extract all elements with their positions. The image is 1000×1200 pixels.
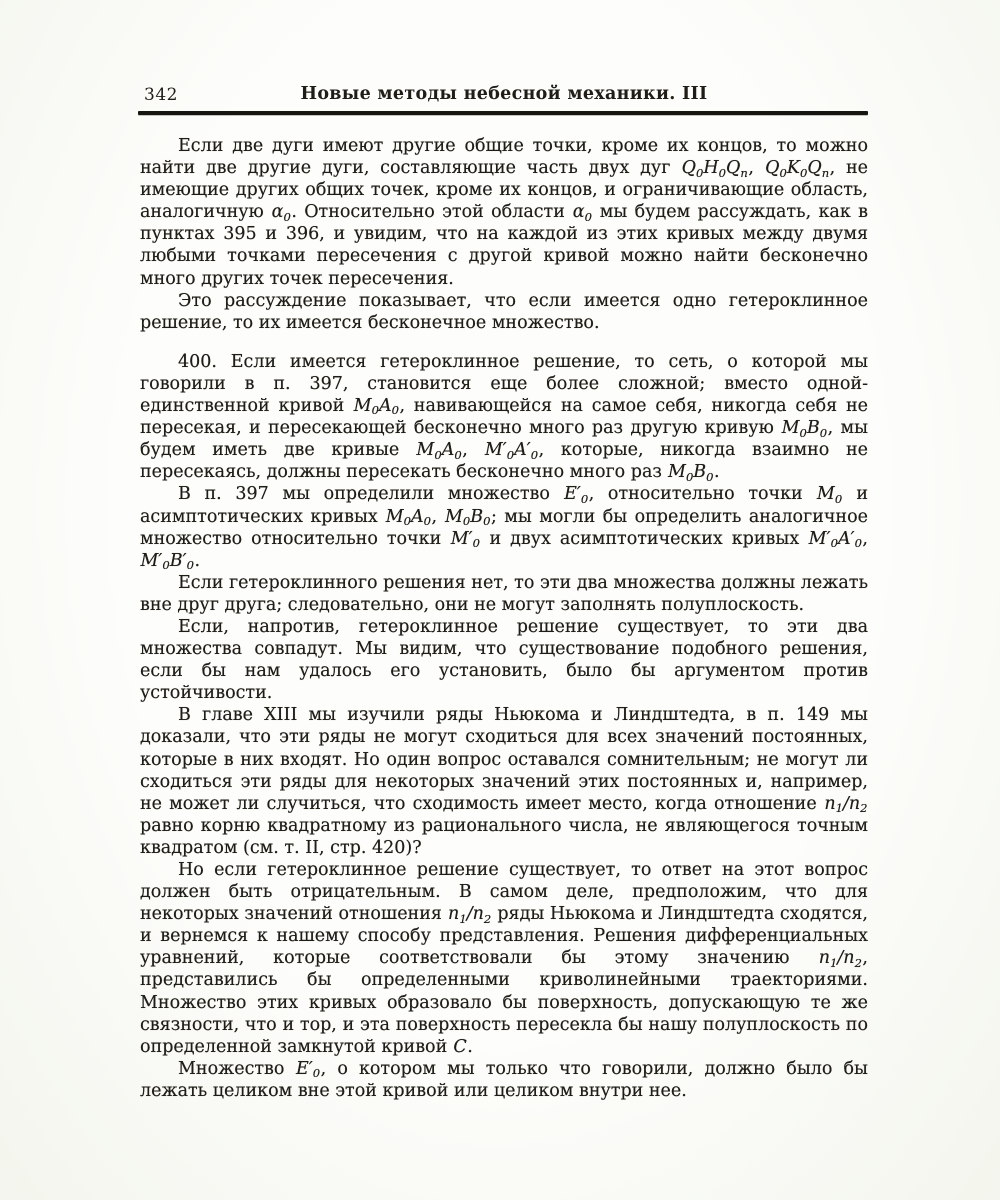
- paragraph-7: В главе XIII мы изучили ряды Ньюкома и Линдштедта, в п. 149 мы доказали, что эти ряды не могут сходиться для всех значений постоянных, которые в них входят. Но один вопрос оставался сомнительным; не могут ли сходиться эти ряды для некоторых значений этих постоянных и, например, не может ли случиться, что сходимость имеет место, когда отношение $n_1/n_2$ равно корню квадратному из рационального числа, не являющегося точным квадратом (см. т. II, стр. 420)?: [140, 705, 868, 858]
- page-header: [140, 84, 868, 106]
- paragraph-5: Если гетероклинного решения нет, то эти два множества должны лежать вне друг друга; следовательно, они не могут заполнять полуплоскость.: [140, 572, 868, 615]
- paragraph-3-section-400: 400. Если имеется гетероклинное решение, то сеть, о которой мы говорили в п. 397, становится еще более сложной; вместо одной-единственной кривой $M_0A_0$, навивающейся на самое себя, никогда себя не пересекая, и пересекающей бесконечно много раз другую кривую $M_0B_0$, мы будем иметь две кривые $M_0A_0$, $M'_0A'_0$, которые, никогда взаимно не пересекаясь, должны пересекать бесконечно много раз $M_0B_0$.: [140, 351, 868, 484]
- paragraph-4: В п. 397 мы определили множество $E'_0$, относительно точки $M_0$ и асимптотических кривых $M_0A_0$, $M_0B_0$; мы могли бы определить аналогичное множество относительно точки $M'_0$ и двух асимптотических кривых $M'_0A'_0$, $M'_0B'_0$.: [140, 484, 868, 573]
- paragraph-9: Множество $E'_0$, о котором мы только что говорили, должно было бы лежать целиком вне этой кривой или целиком внутри нее.: [140, 1058, 868, 1101]
- page-body: [140, 135, 868, 1102]
- running-title: Новые методы небесной механики. III: [300, 84, 708, 104]
- page-number: 342: [144, 85, 178, 105]
- header-rule: [138, 111, 868, 115]
- paragraph-6: Если, напротив, гетероклинное решение существует, то эти два множества совпадут. Мы видим, что существование подобного решения, если бы нам удалось его установить, было бы аргументом против устойчивости.: [140, 616, 868, 704]
- paragraph-2: Это рассуждение показывает, что если имеется одно гетероклинное решение, то их имеется бесконечное множество.: [140, 290, 868, 333]
- paragraph-8: Но если гетероклинное решение существует, то ответ на этот вопрос должен быть отрицательным. В самом деле, предположим, что для некоторых значений отношения $n_1/n_2$ ряды Ньюкома и Линдштедта сходятся, и вернемся к нашему способу представления. Решения дифференциальных уравнений, которые соответствовали бы этому значению $n_1/n_2$, представились бы определенными криволинейными траекториями. Множество этих кривых образовало бы поверхность, допускающую те же связности, что и тор, и эта поверхность пересекла бы нашу полуплоскость по определенной замкнутой кривой C.: [140, 860, 868, 1057]
- paragraph-1: Если две дуги имеют другие общие точки, кроме их концов, то можно найти две другие дуги, составляющие часть двух дуг $Q_0H_0Q_n$, $Q_0K_0Q_n$, не имеющие других общих точек, кроме их концов, и ограничивающие область, аналогичную $\alpha_0$. Относительно этой области $\alpha_0$ мы будем рассуждать, как в пунктах 395 и 396, и увидим, что на каждой из этих кривых между двумя любыми точками пересечения с другой кривой можно найти бесконечно много других точек пересечения.: [140, 136, 868, 289]
